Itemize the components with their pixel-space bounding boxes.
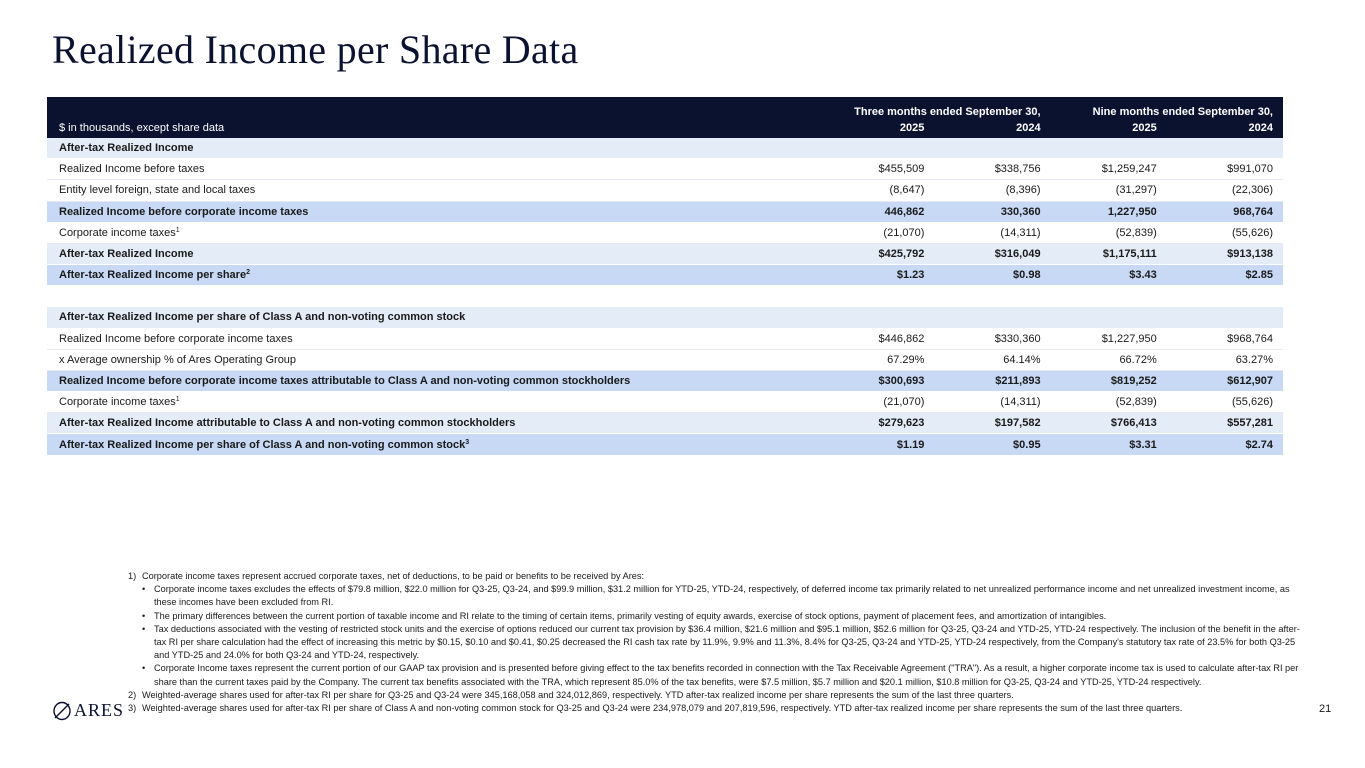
- row-value: $1,175,111: [1051, 243, 1167, 264]
- footnote-number: 1): [128, 571, 137, 581]
- row-value: (8,647): [818, 180, 934, 201]
- row-label-text: After-tax Realized Income per share of Class A and non-voting common stock: [59, 311, 466, 324]
- bullet-icon: •: [142, 663, 146, 674]
- row-value: $3.43: [1051, 265, 1167, 286]
- row-value: $766,413: [1051, 413, 1167, 434]
- year-header: 2025: [818, 118, 934, 138]
- row-label-text: Entity level foreign, state and local taxes: [59, 184, 256, 197]
- row-value: (21,070): [818, 222, 934, 243]
- row-label: [47, 392, 818, 413]
- row-value: [818, 307, 934, 328]
- row-label: [47, 349, 818, 370]
- row-label-text: Realized Income before corporate income taxes: [59, 205, 309, 218]
- footnote-2: [128, 689, 1304, 702]
- row-value: [1167, 307, 1283, 328]
- page-title: Realized Income per Share Data: [52, 27, 579, 72]
- bullet-text: Corporate Income taxes represent the current portion of our GAAP tax provision and is presented before giving effect to the tax benefits recorded in connection with the Tax Receivable Agreement ("TRA"). As a result, a higher corporate income tax is used to calculate after-tax RI per share than the current taxes paid by the Company. The current tax benefits associated with the TRA, which represent 85.0% of the tax benefits, were $7.5 million, $5.7 million and $20.1 million, $10.8 million for Q3-25, Q3-24 and YTD-25, YTD-24 respectively.: [154, 663, 1299, 687]
- table-header-periods: [47, 97, 1283, 118]
- footnote-3: [128, 702, 1304, 715]
- row-label: [47, 180, 818, 201]
- ares-logo: [52, 700, 124, 721]
- footnote-text: Weighted-average shares used for after-tax RI per share for Q3-25 and Q3-24 were 345,168,058 and 324,012,869, respectively. YTD after-tax realized income per share represents the sum of the last three quarters.: [142, 689, 1014, 700]
- footnote-1: [128, 570, 1304, 583]
- row-value: (55,626): [1167, 222, 1283, 243]
- table-row: [47, 413, 1283, 434]
- row-value: $2.74: [1167, 434, 1283, 455]
- row-value: $425,792: [818, 243, 934, 264]
- table-row: [47, 434, 1283, 455]
- row-value: (31,297): [1051, 180, 1167, 201]
- row-value: (14,311): [934, 222, 1050, 243]
- row-label-text: Realized Income before corporate income taxes: [59, 332, 293, 345]
- row-label: [47, 286, 818, 307]
- row-label: [47, 201, 818, 222]
- row-value: $3.31: [1051, 434, 1167, 455]
- bullet-icon: •: [142, 610, 146, 621]
- row-label: [47, 222, 818, 243]
- row-value: $338,756: [934, 159, 1050, 180]
- row-value: $913,138: [1167, 243, 1283, 264]
- row-value: 446,862: [818, 201, 934, 222]
- row-value: [1167, 286, 1283, 307]
- row-value: [1051, 307, 1167, 328]
- table-row: [47, 328, 1283, 349]
- footnote-bullet: [128, 583, 1304, 609]
- row-value: $316,049: [934, 243, 1050, 264]
- row-value: $279,623: [818, 413, 934, 434]
- bullet-icon: •: [142, 623, 146, 634]
- row-label-text: Corporate income taxes: [59, 396, 176, 409]
- row-value: (55,626): [1167, 392, 1283, 413]
- row-value: [934, 286, 1050, 307]
- table-row: [47, 392, 1283, 413]
- year-header: 2025: [1051, 118, 1167, 138]
- units-label: $ in thousands, except share data: [47, 118, 818, 138]
- row-value: [1167, 138, 1283, 159]
- footnotes: [128, 570, 1304, 715]
- row-value: (52,839): [1051, 222, 1167, 243]
- row-value: $557,281: [1167, 413, 1283, 434]
- table-row: [47, 222, 1283, 243]
- row-value: $612,907: [1167, 370, 1283, 391]
- row-value: $1,227,950: [1051, 328, 1167, 349]
- row-label-text: Realized Income before taxes: [59, 163, 205, 176]
- row-value: 67.29%: [818, 349, 934, 370]
- row-value: $455,509: [818, 159, 934, 180]
- row-value: [934, 138, 1050, 159]
- table-row: [47, 138, 1283, 159]
- row-value: $1.19: [818, 434, 934, 455]
- row-value: (8,396): [934, 180, 1050, 201]
- footnote-bullet: [128, 610, 1304, 623]
- year-header: 2024: [1167, 118, 1283, 138]
- footnote-text: Corporate income taxes represent accrued corporate taxes, net of deductions, to be paid or benefits to be received by Ares:: [142, 571, 645, 581]
- row-value: [1051, 138, 1167, 159]
- footnote-text: Weighted-average shares used for after-tax RI per share of Class A and non-voting common stock for Q3-25 and Q3-24 were 234,978,079 and 207,819,596, respectively. YTD after-tax realized income per share represents the sum of the last three quarters.: [142, 703, 1183, 714]
- row-label: [47, 328, 818, 349]
- row-value: $446,862: [818, 328, 934, 349]
- row-value: $197,582: [934, 413, 1050, 434]
- row-label-text: After-tax Realized Income attributable to Class A and non-voting common stockholders: [59, 417, 516, 430]
- row-label-text: Corporate income taxes: [59, 226, 176, 239]
- bullet-text: Corporate income taxes excludes the effects of $79.8 million, $22.0 million for Q3-25, Q3-24, and $99.9 million, $31.2 million for YTD-25, YTD-24, respectively, of deferred income tax primarily related to net unrealized performance income and net unrealized investment income, as these incomes have been excluded from RI.: [154, 584, 1290, 608]
- row-label-text: After-tax Realized Income: [59, 248, 194, 261]
- row-value: 968,764: [1167, 201, 1283, 222]
- footnote-bullet: [128, 623, 1304, 663]
- row-label-text: x Average ownership % of Ares Operating Group: [59, 353, 297, 366]
- footnote-marker: 1: [175, 396, 180, 404]
- spacer-row: [47, 286, 1283, 307]
- period-three-months: Three months ended September 30,: [818, 97, 1050, 118]
- row-value: $330,360: [934, 328, 1050, 349]
- footnote-marker: 3: [465, 438, 470, 446]
- row-value: (52,839): [1051, 392, 1167, 413]
- row-value: $1,259,247: [1051, 159, 1167, 180]
- table-row: [47, 180, 1283, 201]
- row-value: $211,893: [934, 370, 1050, 391]
- row-value: $991,070: [1167, 159, 1283, 180]
- table-row: [47, 159, 1283, 180]
- row-value: [1051, 286, 1167, 307]
- row-value: (21,070): [818, 392, 934, 413]
- table-row: [47, 243, 1283, 264]
- footnote-number: 3): [128, 703, 137, 714]
- bullet-text: Tax deductions associated with the vesting of restricted stock units and the exercise of options reduced our current tax provision by $36.4 million, $21.6 million and $95.1 million, $52.6 million for Q3-25, Q3-24 and YTD-25, YTD-24 respectively. The inclusion of the benefit in the after-tax RI per share calculation had the effect of increasing this metric by $0.15, $0.10 and $0.41, $0.25 decreased the RI cash tax rate by 11.9%, 9.9% and 11.3%, 8.4% for Q3-25, Q3-24 and YTD-25, YTD-24 respectively, from the Company's statutory tax rate of 23.5% for both Q3-25 and YTD-25 and 24.0% for both Q3-24 and YTD-24, respectively.: [154, 623, 1300, 661]
- row-label-text: Realized Income before corporate income taxes attributable to Class A and non-voting common stockholders: [59, 374, 631, 387]
- row-label: [47, 138, 818, 159]
- bullet-icon: •: [142, 584, 146, 595]
- table-row: [47, 201, 1283, 222]
- header-blank: [47, 97, 818, 118]
- page-number: 21: [1319, 703, 1332, 715]
- year-header: 2024: [934, 118, 1050, 138]
- row-label-text: After-tax Realized Income per share: [59, 269, 247, 282]
- row-label: [47, 159, 818, 180]
- row-value: $2.85: [1167, 265, 1283, 286]
- table-body: [47, 138, 1283, 455]
- row-label-text: After-tax Realized Income per share of Class A and non-voting common stock: [59, 438, 466, 451]
- table-row: [47, 307, 1283, 328]
- table-header-years: [47, 118, 1283, 138]
- row-value: (22,306): [1167, 180, 1283, 201]
- row-label: [47, 434, 818, 455]
- row-label: [47, 413, 818, 434]
- realized-income-table: [47, 97, 1283, 456]
- footnote-number: 2): [128, 689, 137, 700]
- row-value: $300,693: [818, 370, 934, 391]
- period-nine-months: Nine months ended September 30,: [1051, 97, 1283, 118]
- footnote-bullet: [128, 662, 1304, 688]
- bullet-text: The primary differences between the current portion of taxable income and RI relate to the timing of certain items, primarily vesting of equity awards, exercise of stock options, payment of placement fees, and amortization of intangibles.: [154, 610, 1107, 621]
- row-label: [47, 370, 818, 391]
- footnote-marker: 2: [246, 269, 250, 277]
- row-value: 63.27%: [1167, 349, 1283, 370]
- row-value: 66.72%: [1051, 349, 1167, 370]
- row-value: [818, 286, 934, 307]
- table-row: [47, 349, 1283, 370]
- row-value: $968,764: [1167, 328, 1283, 349]
- row-value: $819,252: [1051, 370, 1167, 391]
- footnote-marker: 1: [175, 226, 180, 234]
- logo-text: ARES: [74, 700, 125, 720]
- row-value: (14,311): [934, 392, 1050, 413]
- row-value: 64.14%: [934, 349, 1050, 370]
- row-label-text: After-tax Realized Income: [59, 142, 194, 155]
- row-value: $0.95: [934, 434, 1050, 455]
- row-label: [47, 265, 818, 286]
- row-value: [818, 138, 934, 159]
- row-value: 330,360: [934, 201, 1050, 222]
- table-row: [47, 370, 1283, 391]
- row-value: 1,227,950: [1051, 201, 1167, 222]
- row-value: [934, 307, 1050, 328]
- row-label: [47, 243, 818, 264]
- row-value: $0.98: [934, 265, 1050, 286]
- row-value: $1.23: [818, 265, 934, 286]
- row-label: [47, 307, 818, 328]
- ares-mark-icon: [52, 701, 72, 721]
- table-row: [47, 265, 1283, 286]
